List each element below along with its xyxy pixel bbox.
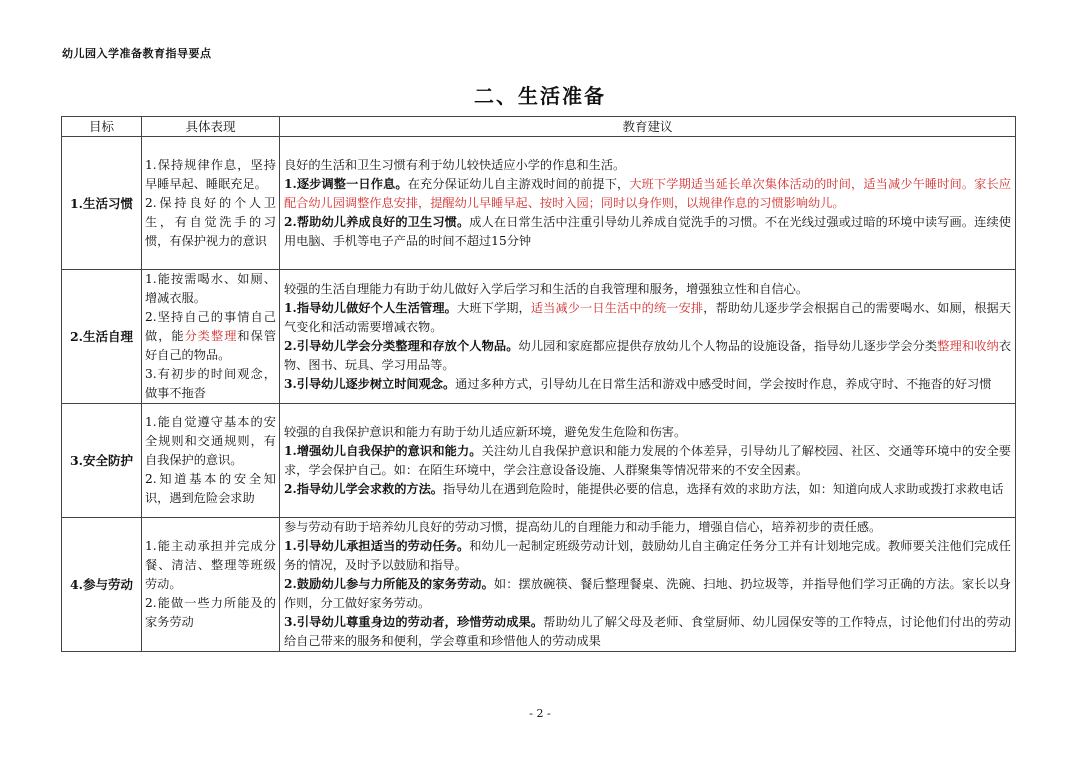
suggestion-text: 和幼儿一起制定班级劳动计划，鼓励幼儿自主确定任务分工并有计划地完成。教师要关注他们完成任务的情况，及时予以鼓励和指导。 bbox=[284, 539, 1011, 572]
suggestion-heading: 1.增强幼儿自我保护的意识和能力。 bbox=[284, 443, 482, 458]
performance-text: 和保管好自己的物品。 bbox=[145, 329, 277, 362]
table-row-life-habits bbox=[62, 137, 1016, 270]
performance-cell bbox=[142, 518, 280, 652]
suggestion-heading: 2.帮助幼儿养成良好的卫生习惯。 bbox=[284, 214, 470, 229]
performance-item: 3.有初步的时间观念，做事不拖沓 bbox=[145, 367, 276, 400]
suggestion-intro: 良好的生活和卫生习惯有利于幼儿较快适应小学的作息和生活。 bbox=[284, 157, 626, 172]
suggestion-item bbox=[284, 213, 1011, 251]
suggestion-text: 幼儿园和家庭都应提供存放幼儿个人物品的设施设备，指导幼儿逐步学会分类 bbox=[518, 338, 938, 353]
guidance-table bbox=[61, 116, 1016, 652]
performance-item: 2.知道基本的安全知识，遇到危险会求助 bbox=[145, 472, 276, 505]
suggestion-heading: 3.引导幼儿尊重身边的劳动者，珍惜劳动成果。 bbox=[284, 615, 544, 629]
running-header: 幼儿园入学准备教育指导要点 bbox=[62, 47, 212, 60]
suggestion-item bbox=[284, 375, 1011, 394]
suggestion-text: 大班下学期， bbox=[456, 300, 531, 315]
suggestion-intro: 较强的生活自理能力有助于幼儿做好入学后学习和生活的自我管理和服务，增强独立性和自信心。 bbox=[284, 281, 809, 296]
suggestion-text: 关注幼儿自我保护意识和能力发展的个体差异，引导幼儿了解校园、社区、交通等环境中的安全要求，学会保护自己。如：在陌生环境中，学会注意设备设施、人群聚集等情况带来的不安全因素。 bbox=[284, 443, 1011, 477]
suggestion-cell bbox=[280, 270, 1016, 404]
performance-cell bbox=[142, 404, 280, 518]
suggestion-item bbox=[284, 299, 1011, 337]
suggestion-item bbox=[284, 337, 1011, 375]
suggestion-item bbox=[284, 480, 1011, 499]
suggestion-highlight: 大班下学期适当延长单次集体活动的时间，适当减少午睡时间。家长应配合幼儿园调整作息安排，提醒幼儿早睡早起、按时入园；同时以身作则，以规律作息的习惯影响幼儿。 bbox=[284, 176, 1011, 210]
suggestion-intro: 较强的自我保护意识和能力有助于幼儿适应新环境，避免发生危险和伤害。 bbox=[284, 424, 687, 439]
suggestion-text: ，帮助幼儿逐步学会根据自己的需要喝水、如厕，根据天气变化和活动需要增减衣物。 bbox=[284, 300, 1012, 334]
performance-cell bbox=[142, 270, 280, 404]
suggestion-item bbox=[284, 613, 1011, 651]
performance-item: 1.能自觉遵守基本的安全规则和交通规则，有自我保护的意识。 bbox=[145, 415, 276, 467]
goal-cell: 2.生活自理 bbox=[62, 270, 142, 404]
table-row-labor bbox=[62, 518, 1016, 652]
table-header-row bbox=[62, 117, 1016, 137]
performance-text: 2.坚持自己的事情自己做，能 bbox=[145, 310, 276, 343]
suggestion-highlight: 适当减少一日生活中的统一安排 bbox=[530, 300, 704, 315]
goal-cell: 1.生活习惯 bbox=[62, 137, 142, 270]
table-row-self-care bbox=[62, 270, 1016, 404]
suggestion-heading: 2.鼓励幼儿参与力所能及的家务劳动。 bbox=[284, 577, 494, 591]
suggestion-text: 衣物、图书、玩具、学习用品等。 bbox=[284, 338, 1012, 372]
suggestion-cell bbox=[280, 518, 1016, 652]
suggestion-cell bbox=[280, 137, 1016, 270]
goal-cell: 4.参与劳动 bbox=[62, 518, 142, 652]
performance-item: 1.能按需喝水、如厕、增减衣服。 bbox=[145, 272, 276, 305]
goal-cell: 3.安全防护 bbox=[62, 404, 142, 518]
performance-item bbox=[145, 308, 276, 365]
suggestion-text: 指导幼儿在遇到危险时，能提供必要的信息，选择有效的求助方法，如：知道向成人求助或拨打求救电话 bbox=[442, 481, 1004, 496]
section-title: 二、生活准备 bbox=[474, 84, 606, 108]
suggestion-heading: 1.引导幼儿承担适当的劳动任务。 bbox=[284, 539, 470, 553]
suggestion-text: 在充分保证幼儿自主游戏时间的前提下， bbox=[407, 176, 630, 191]
suggestion-item bbox=[284, 175, 1011, 213]
header-performance: 具体表现 bbox=[142, 117, 280, 137]
suggestion-highlight: 整理和收纳 bbox=[937, 338, 999, 353]
suggestion-heading: 1.指导幼儿做好个人生活管理。 bbox=[284, 300, 457, 315]
performance-item: 2.保持良好的个人卫生，有自觉洗手的习惯，有保护视力的意识 bbox=[145, 195, 276, 248]
performance-item: 1.保持规律作息，坚持早睡早起、睡眠充足。 bbox=[145, 157, 276, 191]
suggestion-item bbox=[284, 537, 1011, 575]
suggestion-text: 如：摆放碗筷、餐后整理餐桌、洗碗、扫地、扔垃圾等，并指导他们学习正确的方法。家长以身作则，分工做好家务劳动。 bbox=[284, 577, 1011, 610]
suggestion-item bbox=[284, 442, 1011, 480]
performance-item: 2.能做一些力所能及的家务劳动 bbox=[145, 596, 276, 629]
suggestion-cell bbox=[280, 404, 1016, 518]
suggestion-heading: 1.逐步调整一日作息。 bbox=[284, 176, 408, 191]
suggestion-text: 帮助幼儿了解父母及老师、食堂厨师、幼儿园保安等的工作特点，讨论他们付出的劳动给自己带来的服务和便利，学会尊重和珍惜他人的劳动成果 bbox=[284, 615, 1011, 648]
performance-item: 1.能主动承担并完成分餐、清洁、整理等班级劳动。 bbox=[145, 539, 276, 591]
suggestion-text: 通过多种方式，引导幼儿在日常生活和游戏中感受时间，学会按时作息，养成守时、不拖沓的好习惯 bbox=[455, 376, 992, 391]
suggestion-heading: 2.引导幼儿学会分类整理和存放个人物品。 bbox=[284, 338, 519, 353]
header-goal: 目标 bbox=[62, 117, 142, 137]
suggestion-heading: 3.引导幼儿逐步树立时间观念。 bbox=[284, 376, 456, 391]
performance-cell bbox=[142, 137, 280, 270]
suggestion-item bbox=[284, 575, 1011, 613]
page-number: - 2 - bbox=[529, 707, 551, 720]
table-row-safety bbox=[62, 404, 1016, 518]
suggestion-intro: 参与劳动有助于培养幼儿良好的劳动习惯，提高幼儿的自理能力和动手能力，增强自信心，培养初步的责任感。 bbox=[284, 520, 882, 534]
header-suggestion: 教育建议 bbox=[280, 117, 1016, 137]
suggestion-heading: 2.指导幼儿学会求救的方法。 bbox=[284, 481, 443, 496]
performance-highlight: 分类整理 bbox=[184, 329, 238, 343]
suggestion-text: 成人在日常生活中注重引导幼儿养成自觉洗手的习惯。不在光线过强或过暗的环境中读写画。连续使用电脑、手机等电子产品的时间不超过15分钟 bbox=[284, 214, 1011, 248]
